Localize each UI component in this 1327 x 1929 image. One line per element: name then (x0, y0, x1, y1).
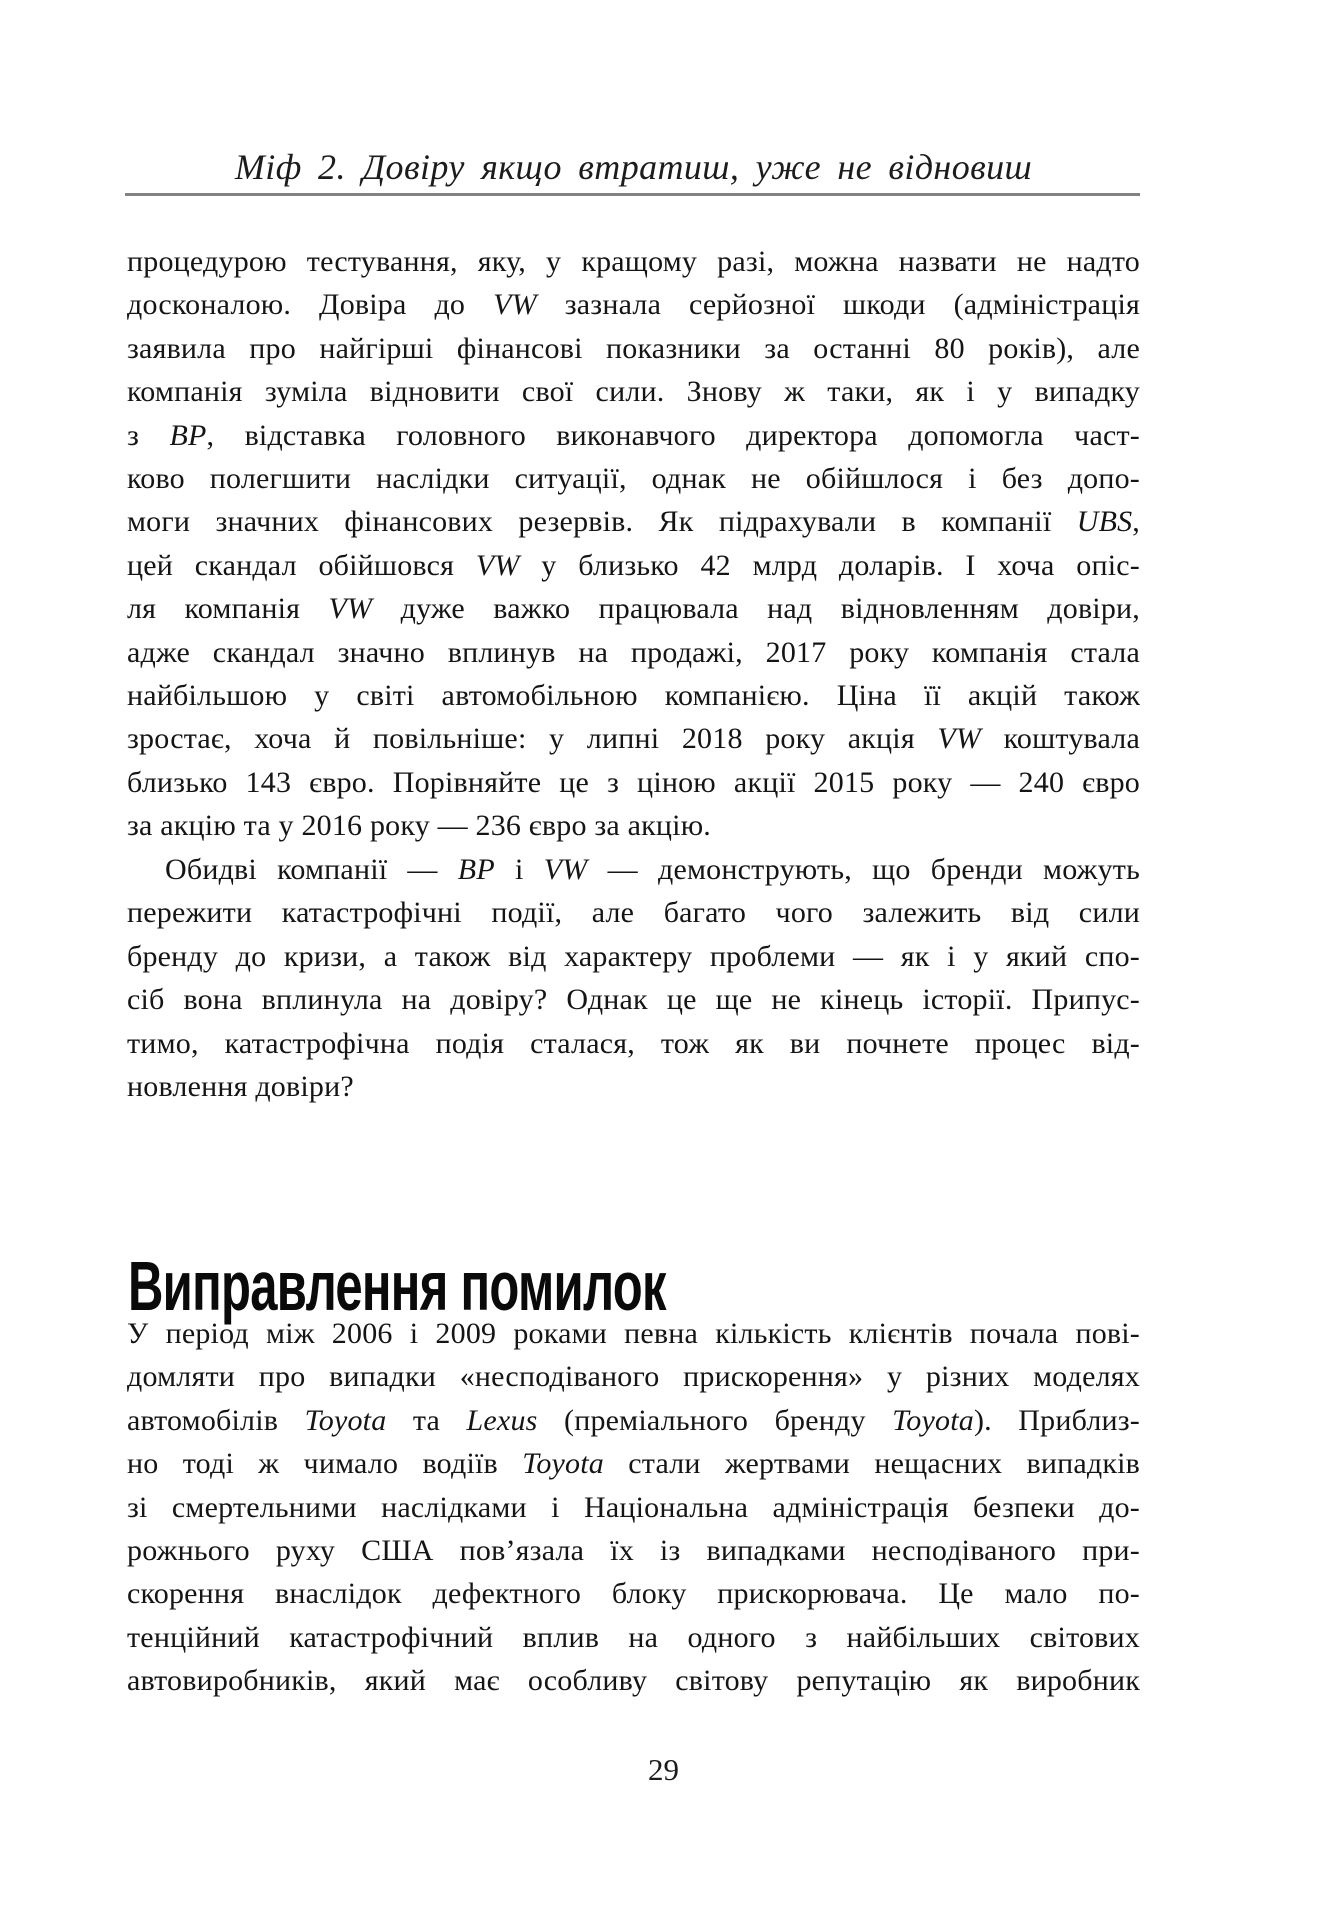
brand-name-italic: BP (169, 418, 207, 452)
text-line: адже скандал значно вплинув на продажі, 2017 року компанія стала (127, 635, 1140, 669)
text-line: но тоді ж чимало водіїв Toyota стали жертвами нещасних випадків (127, 1447, 1141, 1481)
text-line: пережити катастрофічні події, але багато чого залежить від сили (127, 896, 1140, 930)
text-line: процедурою тестування, яку, у кращому разі, можна назвати не надто (127, 245, 1140, 278)
page-number: 29 (648, 1752, 679, 1787)
text-line: У період між 2006 і 2009 роками певна кількість клієнтів почала пові- (127, 1317, 1140, 1350)
text-line: сіб вона вплинула на довіру? Однак це ще не кінець історії. Припус- (127, 983, 1140, 1017)
text-line: рожнього руху США пов’язала їх із випадками несподіваного при- (127, 1533, 1140, 1567)
text-line: скорення внаслідок дефектного блоку прискорювача. Це мало по- (127, 1577, 1140, 1611)
paragraph (127, 1312, 1140, 1703)
text-line: тимо, катастрофічна подія сталася, тож як ви почнете процес від- (127, 1026, 1140, 1060)
text-line: близько 143 євро. Порівняйте це з ціною акції 2015 року — 240 євро (127, 765, 1140, 799)
text-line: досконалою. Довіра до VW зазнала серйозної шкоди (адміністрація (127, 288, 1140, 322)
brand-name-italic: Toyota (892, 1403, 974, 1437)
text-line: ля компанія VW дуже важко працювала над відновленням довіри, (127, 592, 1140, 626)
section-heading: Виправлення помилок (128, 1246, 666, 1325)
text-line: моги значних фінансових резервів. Як підрахували в компанії UBS, (127, 505, 1140, 539)
text-line: зі смертельними наслідками і Національна адміністрація безпеки до- (127, 1490, 1140, 1524)
paragraph (127, 240, 1140, 847)
running-head: Міф 2. Довіру якщо втратиш, уже не відновиш (234, 147, 1033, 187)
text-line: бренду до кризи, а також від характеру проблеми — як і у який спо- (127, 939, 1140, 973)
text-line: найбільшою у світі автомобільною компанією. Ціна її акцій також (127, 678, 1140, 712)
text-line: ково полегшити наслідки ситуації, однак не обійшлося і без допо- (127, 461, 1140, 495)
brand-name-italic: VW (937, 722, 982, 756)
text-line: автомобілів Toyota та Lexus (преміального бренду Toyota). Приблиз- (127, 1403, 1140, 1437)
text-line: за акцію та у 2016 року — 236 євро за акцію. (127, 809, 712, 843)
brand-name-italic: UBS (1076, 505, 1133, 539)
brand-name-italic: VW (328, 592, 373, 626)
paragraph (127, 848, 1140, 1108)
text-line: тенційний катастрофічний вплив на одного з найбільших світових (127, 1620, 1140, 1654)
brand-name-italic: VW (543, 853, 588, 886)
brand-name-italic: Lexus (466, 1403, 538, 1437)
text-line: Обидві компанії — BP і VW — демонструють, що бренди можуть (165, 853, 1140, 886)
text-line: автовиробників, який має особливу світову репутацію як виробник (127, 1664, 1140, 1698)
brand-name-italic: BP (457, 853, 495, 886)
text-line: домляти про випадки «несподіваного прискорення» у різних моделях (127, 1360, 1140, 1394)
text-line: новлення довіри? (127, 1069, 354, 1103)
brand-name-italic: VW (493, 288, 537, 322)
text-line: компанія зуміла відновити свої сили. Знову ж таки, як і у випадку (127, 375, 1140, 409)
text-line: зростає, хоча й повільніше: у липні 2018 року акція VW коштувала (127, 722, 1140, 756)
text-line: з BP, відставка головного виконавчого директора допомогла част- (127, 418, 1140, 452)
brand-name-italic: Toyota (304, 1403, 387, 1437)
header-rule (125, 193, 1140, 196)
text-line: заявила про найгірші фінансові показники за останні 80 років), але (127, 331, 1140, 365)
text-line: цей скандал обійшовся VW у близько 42 млрд доларів. І хоча опіс- (127, 548, 1140, 582)
brand-name-italic: Toyota (522, 1447, 604, 1481)
brand-name-italic: VW (475, 548, 520, 582)
